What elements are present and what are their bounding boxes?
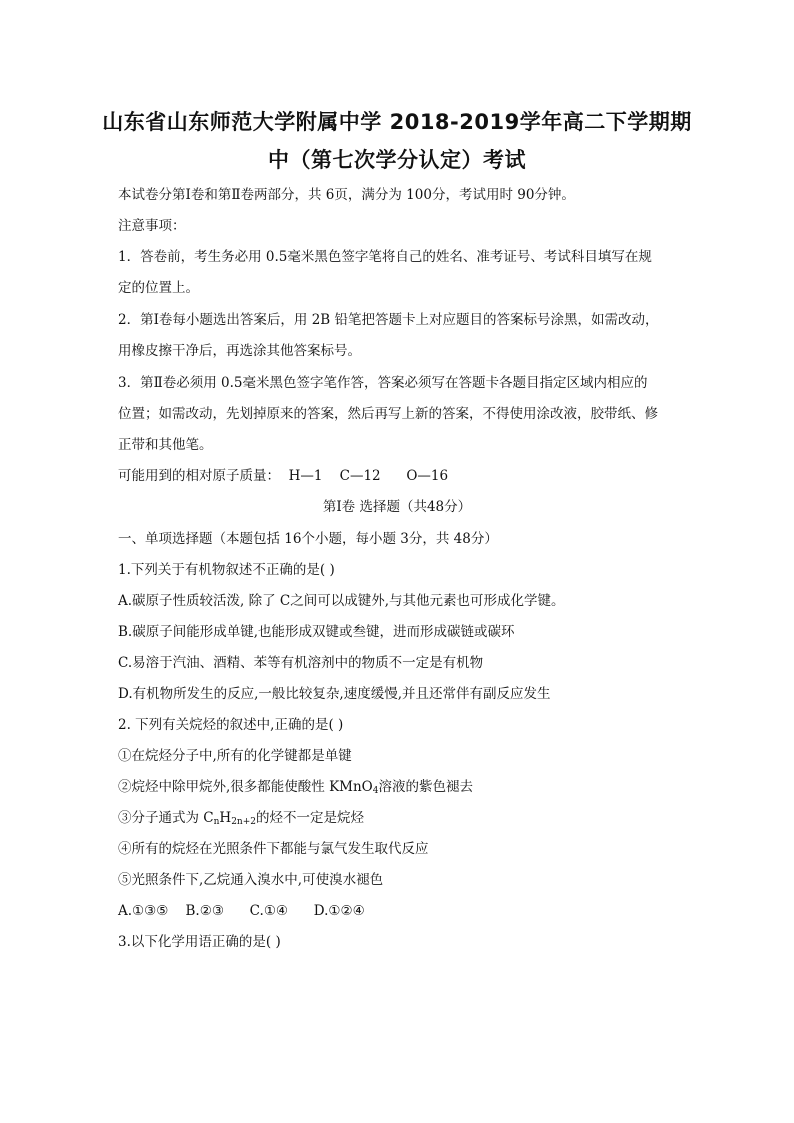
question-2-statement-5: ⑤光照条件下,乙烷通入溴水中,可使溴水褪色	[118, 872, 384, 888]
statement-3-text-end: 的烃不一定是烷烃	[256, 810, 364, 826]
atomic-mass-line: 可能用到的相对原子质量： H—1 C—12 O—16	[118, 468, 449, 484]
question-2-options: A.①③⑤ B.②③ C.①④ D.①②④	[118, 903, 365, 919]
question-1-option-b: B.碳原子间能形成单键,也能形成双键或叁键，进而形成碳链或碳环	[118, 624, 515, 640]
exam-title-line1: 山东省山东师范大学附属中学 2018-2019学年高二下学期期	[102, 110, 692, 134]
notice-3-line1: 3．第Ⅱ卷必须用 0.5毫米黑色签字笔作答，答案必须写在答题卡各题目指定区域内相应的	[118, 375, 648, 391]
question-1-option-c: C.易溶于汽油、酒精、苯等有机溶剂中的物质不一定是有机物	[118, 655, 484, 671]
question-2-statement-4: ④所有的烷烃在光照条件下都能与氯气发生取代反应	[118, 841, 429, 857]
subscript: 4	[372, 786, 379, 796]
statement-2-text: ②烷烃中除甲烷外,很多都能使酸性 KMnO	[118, 779, 373, 795]
notice-2-line1: 2．第Ⅰ卷每小题选出答案后，用 2B 铅笔把答题卡上对应题目的答案标号涂黑，如需改动，	[118, 312, 659, 328]
exam-title-line2: 中（第七次学分认定）考试	[268, 148, 526, 172]
question-2: 2. 下列有关烷烃的叙述中,正确的是( )	[118, 717, 344, 733]
question-1: 1.下列关于有机物叙述不正确的是( )	[118, 562, 335, 578]
question-1-option-a: A.碳原子性质较活泼, 除了 C之间可以成键外,与其他元素也可形成化学键。	[118, 593, 565, 609]
notice-1-line1: 1．答卷前，考生务必用 0.5毫米黑色签字笔将自己的姓名、准考证号、考试科目填写在规	[118, 249, 652, 265]
statement-3-text: ③分子通式为 C	[118, 810, 214, 826]
statement-3-text-h: H	[219, 810, 232, 826]
question-3: 3.以下化学用语正确的是( )	[118, 934, 281, 950]
subscript: 2n+2	[231, 817, 256, 827]
exam-intro: 本试卷分第Ⅰ卷和第Ⅱ卷两部分，共 6页，满分为 100分，考试用时 90分钟。	[118, 187, 575, 203]
question-2-statement-1: ①在烷烃分子中,所有的化学键都是单键	[118, 748, 352, 764]
notice-header: 注意事项：	[118, 218, 186, 234]
notice-1-line2: 定的位置上。	[118, 280, 199, 296]
notice-3-line3: 正带和其他笔。	[118, 437, 213, 453]
statement-2-text-end: 溶液的紫色褪去	[378, 779, 473, 795]
question-2-statement-3	[118, 810, 364, 831]
part1-title: 一、单项选择题（本题包括 16个小题，每小题 3分，共 48分）	[118, 531, 498, 547]
question-2-statement-2	[118, 779, 473, 800]
notice-2-line2: 用橡皮擦干净后，再选涂其他答案标号。	[118, 343, 361, 359]
section1-title: 第Ⅰ卷 选择题（共48分）	[322, 499, 472, 515]
question-1-option-d: D.有机物所发生的反应,一般比较复杂,速度缓慢,并且还常伴有副反应发生	[118, 686, 551, 702]
subscript: n	[213, 817, 220, 827]
notice-3-line2: 位置；如需改动，先划掉原来的答案，然后再写上新的答案，不得使用涂改液，胶带纸、修	[118, 406, 658, 422]
